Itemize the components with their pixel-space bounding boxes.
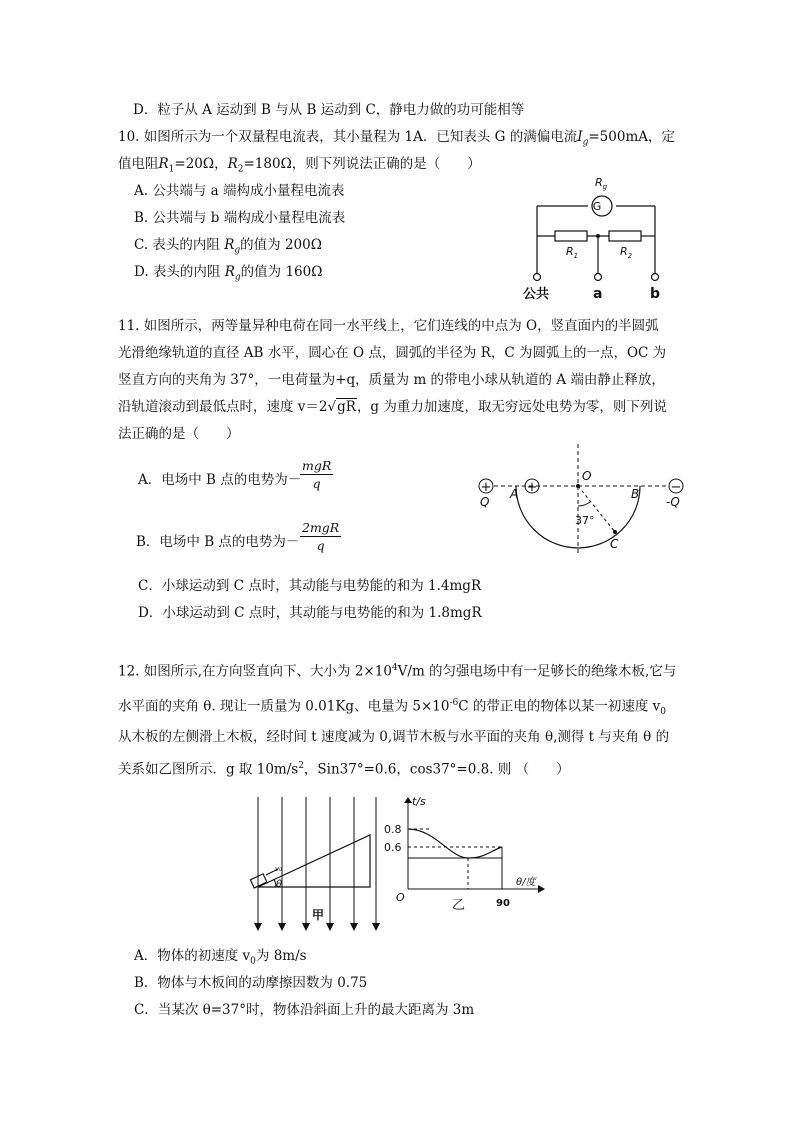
label-neg-q: -Q [666, 495, 680, 509]
incline-board [258, 835, 370, 887]
ball-plus-sign: + [526, 480, 538, 495]
q12-option-c: C．当某次 θ=37°时，物体沿斜面上升的最大距离为 3m [134, 1002, 475, 1018]
q11-stem-line5: 法正确的是（ ） [118, 426, 240, 442]
label-r1: $R_1$ [566, 245, 579, 260]
q11-stem-line2: 光滑绝缘轨道的直径 AB 水平，圆心在 O 点，圆弧的半径为 R，C 为圆弧上的一点，OC 为 [118, 345, 667, 361]
ammeter-circuit-diagram [515, 170, 675, 305]
q11-option-c: C．小球运动到 C 点时，其动能与电势能的和为 1.4mgR [138, 578, 482, 594]
q11-stem-line4: 沿轨道滚动到最低点时，速度 v＝2√gR，g 为重力加速度，取无穷远处电势为零，则下列说 [118, 399, 667, 415]
resistor-r1 [555, 231, 587, 241]
tick-0-6: 0.6 [384, 841, 402, 854]
label-angle: 37° [575, 514, 595, 527]
q12-stem-line2: 水平面的夹角 θ. 现让一质量为 0.01Kg、电量为 $5\times 10^{-6}C$ 的带正电的物体以某一初速度 $v_0$ [118, 698, 667, 718]
q12-stem-line3: 从木板的左侧滑上木板，经时间 t 速度减为 0,调节木板与水平面的夹角 θ,测得 t 与夹角 θ 的 [118, 729, 670, 745]
q10-option-c: C. 表头的内阻 $R_g$的值为 200Ω [134, 237, 322, 256]
label-g: G [592, 200, 602, 213]
label-b: B [631, 487, 640, 501]
q12-stem-line1: 12. 如图所示,在方向竖直向下、大小为 $2\times 10^4V/m$ 的匀强电场中有一足够长的绝缘木板,它与 [118, 663, 677, 680]
axis-label-t: t/s [412, 795, 426, 808]
axis-label-theta: θ/度 [516, 877, 536, 888]
q11-stem-line1: 11. 如图所示，两等量异种电荷在同一水平线上，它们连线的中点为 O，竖直面内的半圆弧 [118, 318, 659, 334]
q11-option-d: D．小球运动到 C 点时，其动能与电势能的和为 1.8mgR [138, 605, 482, 621]
label-theta: θ [276, 879, 283, 890]
minus-sign: − [670, 480, 682, 495]
q12-option-a: A．物体的初速度 $v_0$为 8m/s [134, 948, 307, 967]
q12-stem-line4: 关系如乙图所示．g 取 $10m/s^2$，Sin37°=0.6，cos37°=0.8. 则 （ ） [118, 761, 570, 778]
q12-option-b: B．物体与木板间的动摩擦因数为 0.75 [134, 975, 368, 991]
label-jia: 甲 [312, 908, 325, 922]
label-origin: O [396, 891, 405, 904]
terminal-b [652, 274, 659, 281]
q11-option-b-fraction: 2mgR q [302, 520, 340, 553]
label-a: a [593, 286, 603, 302]
label-o: O [582, 469, 592, 483]
q11-stem-line3: 竖直方向的夹角为 37°，一电荷量为+q，质量为 m 的带电小球从轨道的 A 端由静止释放， [118, 372, 665, 388]
tick-0-8: 0.8 [384, 823, 402, 836]
label-common: 公共 [523, 287, 550, 302]
label-q: Q [480, 495, 490, 509]
terminal-common [534, 274, 541, 281]
q9-option-d: D．粒子从 A 运动到 B 与从 B 运动到 C，静电力做的功可能相等 [133, 102, 525, 118]
t-theta-curve [408, 829, 502, 858]
q10-option-b: B. 公共端与 b 端构成小量程电流表 [134, 210, 346, 226]
label-b: b [650, 286, 661, 302]
q10-stem-line1: 10. 如图所示为一个双量程电流表，其小量程为 1A．已知表头 G 的满偏电流$I_g=500mA$，定 [118, 129, 676, 148]
tick-90: 90 [496, 898, 510, 909]
block [250, 874, 266, 888]
label-v0: v₀ [275, 865, 282, 873]
label-a: A [510, 487, 519, 501]
resistor-r2 [609, 231, 641, 241]
charges-semicircle-diagram [472, 440, 692, 560]
figure-jia-incline [242, 795, 382, 935]
label-yi: 乙 [452, 898, 466, 913]
plus-sign: + [480, 480, 492, 495]
label-c: C [610, 537, 619, 551]
figure-yi-graph [384, 795, 550, 915]
q10-option-a: A. 公共端与 a 端构成小量程电流表 [134, 183, 345, 199]
label-rg: $R_g$ [595, 176, 608, 191]
q10-stem-line2: 值电阻$R_1=20\Omega$，$R_2=180\Omega$，则下列说法正确的是（ ） [118, 156, 481, 175]
q11-option-a-fraction: mgR q [302, 458, 332, 491]
terminal-a [595, 274, 602, 281]
q11-option-a: A．电场中 B 点的电势为－ [138, 472, 302, 488]
label-r2: $R_2$ [620, 245, 633, 260]
q10-option-d: D. 表头的内阻 $R_g$的值为 160Ω [134, 264, 323, 283]
q11-option-b: B．电场中 B 点的电势为－ [136, 534, 300, 550]
